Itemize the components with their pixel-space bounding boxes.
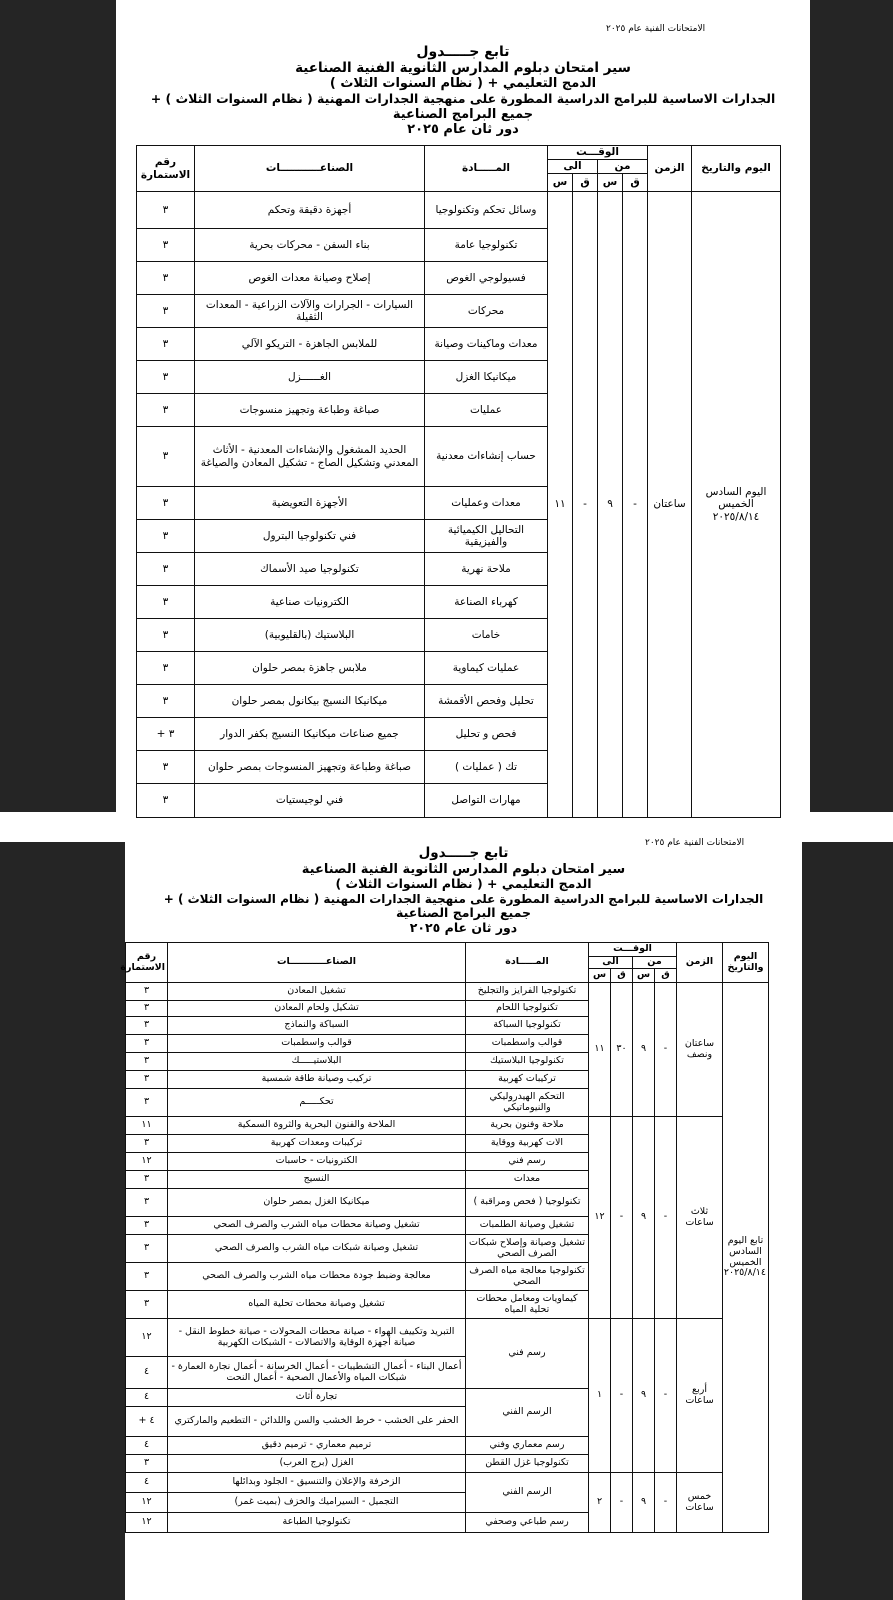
programs-cell: أجهزة دقيقة وتحكم xyxy=(195,192,425,229)
right-gutter-bottom xyxy=(802,842,893,1600)
subject-cell: تكنولوجيا البلاستيك xyxy=(466,1053,589,1071)
duration-cell: ساعتان ونصف xyxy=(677,983,723,1117)
programs-cell: النسيج xyxy=(168,1171,466,1189)
subject-cell: تحليل وفحص الأقمشة xyxy=(425,685,548,718)
form-cell: ١٢ xyxy=(126,1153,168,1171)
page-2 xyxy=(120,838,802,1600)
col-form: رقم الاستمارة xyxy=(137,146,195,192)
programs-cell: تركيب وصيانة طاقة شمسية xyxy=(168,1071,466,1089)
left-gutter-top xyxy=(0,0,116,812)
duration-cell: أربع ساعات xyxy=(677,1319,723,1473)
right-gutter-top xyxy=(810,0,893,812)
form-cell: ٣ xyxy=(126,1291,168,1319)
col-to-s: س xyxy=(548,174,573,192)
programs-cell: الكترونيات - حاسبات xyxy=(168,1153,466,1171)
form-cell: ٤ xyxy=(126,1437,168,1455)
form-cell: ٣ xyxy=(126,1135,168,1153)
form-cell: ٣ xyxy=(126,1035,168,1053)
from-s-cell: ٩ xyxy=(633,1319,655,1473)
subject-cell: الرسم الفني xyxy=(466,1473,589,1513)
subject-cell: رسم معماري وفني xyxy=(466,1437,589,1455)
programs-cell: البلاستيك (بالقليوبية) xyxy=(195,619,425,652)
from-s-cell: ٩ xyxy=(633,983,655,1117)
programs-cell: صباغة وطباعة وتجهيز المنسوجات بمصر حلوان xyxy=(195,751,425,784)
programs-cell: التجميل - السيراميك والخزف (بميت غمر) xyxy=(168,1493,466,1513)
subject-cell: ميكانيكا الغزل xyxy=(425,361,548,394)
programs-cell: صباغة وطباعة وتجهيز منسوجات xyxy=(195,394,425,427)
day-cell: اليوم السادس الخميس ٢٠٢٥/٨/١٤ xyxy=(692,192,781,818)
programs-cell: تكنولوجيا صيد الأسماك xyxy=(195,553,425,586)
subject-cell: الرسم الفني xyxy=(466,1389,589,1437)
programs-cell: الغــــــزل xyxy=(195,361,425,394)
programs-cell: تحكـــــم xyxy=(168,1089,466,1117)
programs-cell: تشغيل وصيانة محطات تحلية المياه xyxy=(168,1291,466,1319)
header-line-1: تابع جـــــدول xyxy=(416,44,510,60)
subject-cell: معدات وماكينات وصيانة xyxy=(425,328,548,361)
left-gutter-bottom xyxy=(0,842,125,1600)
subject-cell: معدات xyxy=(466,1171,589,1189)
subject-cell: رسم فني xyxy=(466,1319,589,1389)
subject-cell: فحص و تحليل xyxy=(425,718,548,751)
form-cell: ٣ xyxy=(137,784,195,818)
from-s-cell: ٩ xyxy=(633,1473,655,1533)
form-cell: ٣ xyxy=(137,685,195,718)
col-time: الوقـــت xyxy=(548,146,648,160)
col-subject: المـــــادة xyxy=(425,146,548,192)
header2-line-6: دور ثان عام ٢٠٢٥ xyxy=(409,919,518,935)
subject-cell: كيماويات ومعامل محطات تحلية المياه xyxy=(466,1291,589,1319)
page-1 xyxy=(116,0,810,812)
form-cell: ٣ xyxy=(126,1053,168,1071)
corner-text: الامتحانات الفنية عام ٢٠٢٥ xyxy=(606,24,706,34)
form-cell: ٣ xyxy=(137,520,195,553)
programs-cell: البلاستيـــــك xyxy=(168,1053,466,1071)
header-line-5: جميع البرامج الصناعية xyxy=(392,106,534,122)
programs-cell: تشغيل وصيانة شبكات مياه الشرب والصرف الصحي xyxy=(168,1235,466,1263)
programs-cell: ميكانيكا الغزل بمصر حلوان xyxy=(168,1189,466,1217)
programs-cell: بناء السفن - محركات بحرية xyxy=(195,229,425,262)
subject-cell: معدات وعمليات xyxy=(425,487,548,520)
subject-cell: تشغيل وصيانة وإصلاح شبكات الصرف الصحي xyxy=(466,1235,589,1263)
from-q-cell: - xyxy=(655,1319,677,1473)
form-cell: ٣ xyxy=(137,751,195,784)
page-1-header xyxy=(116,44,810,137)
subject-cell: محركات xyxy=(425,295,548,328)
duration-cell: ثلاث ساعات xyxy=(677,1117,723,1319)
header-line-6: دور ثان عام ٢٠٢٥ xyxy=(407,121,519,137)
form-cell: ٣ xyxy=(126,1089,168,1117)
subject-cell: ملاحة نهرية xyxy=(425,553,548,586)
programs-cell: ميكانيكا النسيج بيكانول بمصر حلوان xyxy=(195,685,425,718)
programs-cell: جميع صناعات ميكانيكا النسيج بكفر الدوار xyxy=(195,718,425,751)
programs-cell: الزخرفة والإعلان والتنسيق - الجلود وبدائلها xyxy=(168,1473,466,1493)
form-cell: ٣ xyxy=(137,361,195,394)
col2-from: من xyxy=(633,957,677,969)
form-cell: ٣ xyxy=(137,262,195,295)
form-cell: ١٢ xyxy=(126,1319,168,1357)
form-cell: ٣ xyxy=(126,1017,168,1035)
form-cell: ٣ xyxy=(137,652,195,685)
subject-cell: حساب إنشاءات معدنية xyxy=(425,427,548,487)
programs-cell: تشكيل ولحام المعادن xyxy=(168,1001,466,1017)
programs-cell: الكترونيات صناعية xyxy=(195,586,425,619)
programs-cell: الحديد المشغول والإنشاءات المعدنية - الأثاث المعدني وتشكيل الصاج - تشكيل المعادن والصياغة xyxy=(195,427,425,487)
schedule-table-1 xyxy=(136,145,781,818)
programs-cell: الحفر على الخشب - خرط الخشب والسن واللدائن - التطعيم والماركتري xyxy=(168,1407,466,1437)
programs-cell: الأجهزة التعويضية xyxy=(195,487,425,520)
programs-cell: تكنولوجيا الطباعة xyxy=(168,1513,466,1533)
to-q-cell: ٣٠ xyxy=(611,983,633,1117)
subject-cell: عمليات كيماوية xyxy=(425,652,548,685)
programs-cell: الغزل (برج العرب) xyxy=(168,1455,466,1473)
from-s-cell: ٩ xyxy=(633,1117,655,1319)
subject-cell: عمليات xyxy=(425,394,548,427)
programs-cell: أعمال البناء - أعمال التشطيبات - أعمال الخرسانة - أعمال نجارة العمارة - شبكات المياه والأعمال الصحية - أعمال النحت xyxy=(168,1357,466,1389)
col2-to-q: ق xyxy=(611,969,633,983)
subject-cell: تكنولوجيا اللحام xyxy=(466,1001,589,1017)
form-cell: ٣ xyxy=(126,1071,168,1089)
programs-cell: السباكة والنماذج xyxy=(168,1017,466,1035)
form-cell: ٣ xyxy=(126,1171,168,1189)
form-cell: ٣ xyxy=(126,1001,168,1017)
table-row xyxy=(126,1319,769,1357)
col-to-q: ق xyxy=(573,174,598,192)
form-cell: ٤ xyxy=(126,1357,168,1389)
from-q-cell: - xyxy=(655,1117,677,1319)
subject-cell: تكنولوجيا معالجة مياه الصرف الصحي xyxy=(466,1263,589,1291)
form-cell: ٣ xyxy=(137,586,195,619)
col-from: من xyxy=(598,160,648,174)
programs-cell: ملابس جاهزة بمصر حلوان xyxy=(195,652,425,685)
form-cell: ٤ xyxy=(126,1389,168,1407)
form-cell: ٣ xyxy=(137,487,195,520)
subject-cell: التحكم الهيدروليكي والنيوماتيكي xyxy=(466,1089,589,1117)
form-cell: ١١ xyxy=(126,1117,168,1135)
to-s-cell: ١ xyxy=(589,1319,611,1473)
table-row xyxy=(137,192,781,229)
form-cell: ٣ xyxy=(137,619,195,652)
programs-cell: التبريد وتكييف الهواء - صيانة محطات المحولات - صيانة خطوط النقل - صيانة أجهزة الوقاية والاتصالات - الشبكات الكهربية xyxy=(168,1319,466,1357)
col-to: الى xyxy=(548,160,598,174)
from-q-cell: - xyxy=(655,1473,677,1533)
subject-cell: فسيولوجي الغوص xyxy=(425,262,548,295)
subject-cell: كهرباء الصناعة xyxy=(425,586,548,619)
header-line-2: سير امتحان دبلوم المدارس الثانوية الفنية الصناعية xyxy=(295,59,631,76)
form-cell: ٣ xyxy=(137,427,195,487)
schedule-table-2 xyxy=(120,942,769,1533)
duration-cell: ساعتان xyxy=(648,192,692,818)
to-q-cell: - xyxy=(611,1117,633,1319)
col2-to-s: س xyxy=(589,969,611,983)
to-q-cell: - xyxy=(611,1473,633,1533)
programs-cell: الملاحة والفنون البحرية والثروة السمكية xyxy=(168,1117,466,1135)
form-cell: ٣ xyxy=(126,1189,168,1217)
corner-text-2: الامتحانات الفنية عام ٢٠٢٥ xyxy=(645,838,745,848)
programs-cell: السيارات - الجرارات والآلات الزراعية - المعدات الثقيلة xyxy=(195,295,425,328)
header-line-4: + الجدارات الاساسية للبرامج الدراسية المطورة على منهجية الجدارات المهنية ( نظام السنوات الثلاث ) xyxy=(150,90,776,106)
table-row xyxy=(126,1473,769,1493)
programs-cell: فني لوجيستيات xyxy=(195,784,425,818)
form-cell: ٣ + xyxy=(137,718,195,751)
to-s-cell: ١٢ xyxy=(589,1117,611,1319)
header2-line-3: ( نظام السنوات الثلاث ) + الدمج التعليمي xyxy=(335,876,592,892)
subject-cell: تركيبات كهربية xyxy=(466,1071,589,1089)
form-cell: ٤ + xyxy=(126,1407,168,1437)
subject-cell: وسائل تحكم وتكنولوجيا xyxy=(425,192,548,229)
programs-cell: للملابس الجاهزة - التريكو الآلي xyxy=(195,328,425,361)
form-cell: ٣ xyxy=(126,1455,168,1473)
col-duration: الزمن xyxy=(648,146,692,192)
subject-cell: تكنولوجيا غزل القطن xyxy=(466,1455,589,1473)
page-2-header xyxy=(125,846,802,936)
header2-line-1: تابع جـــــدول xyxy=(418,845,509,861)
col2-from-q: ق xyxy=(655,969,677,983)
col2-form: رقم الاستمارة xyxy=(126,943,168,983)
from-q-cell: - xyxy=(623,192,648,818)
programs-cell: تركيبات ومعدات كهربية xyxy=(168,1135,466,1153)
subject-cell: تكنولوجيا الفرايز والتجليخ xyxy=(466,983,589,1001)
subject-cell: الات كهربية ووقاية xyxy=(466,1135,589,1153)
form-cell: ٤ xyxy=(126,1473,168,1493)
subject-cell: تشغيل وصيانة الطلمبات xyxy=(466,1217,589,1235)
form-cell: ٣ xyxy=(126,1263,168,1291)
programs-cell: تشغيل وصيانة محطات مياه الشرب والصرف الصحي xyxy=(168,1217,466,1235)
col2-duration: الزمن xyxy=(677,943,723,983)
subject-cell: تكنولوجيا السباكة xyxy=(466,1017,589,1035)
subject-cell: رسم طباعي وصحفي xyxy=(466,1513,589,1533)
subject-cell: التحاليل الكيميائية والفيزيقية xyxy=(425,520,548,553)
programs-cell: تجارة أثاث xyxy=(168,1389,466,1407)
header2-line-5: جميع البرامج الصناعية xyxy=(396,905,531,921)
col2-time: الوقـــت xyxy=(589,943,677,957)
form-cell: ٣ xyxy=(126,983,168,1001)
col2-day: اليوم والتاريخ xyxy=(723,943,769,983)
from-q-cell: - xyxy=(655,983,677,1117)
form-cell: ٣ xyxy=(137,192,195,229)
day-cell: تابع اليوم السادس الخميس ٢٠٢٥/٨/١٤ xyxy=(723,983,769,1533)
to-s-cell: ٢ xyxy=(589,1473,611,1533)
subject-cell: رسم فني xyxy=(466,1153,589,1171)
programs-cell: معالجة وضبط جودة محطات مياه الشرب والصرف الصحي xyxy=(168,1263,466,1291)
col2-to: الى xyxy=(589,957,633,969)
col-from-q: ق xyxy=(623,174,648,192)
header2-line-4: + الجدارات الاساسية للبرامج الدراسية المطورة على منهجية الجدارات المهنية ( نظام السنوات الثلاث ) xyxy=(163,892,764,906)
to-s-cell: ١١ xyxy=(548,192,573,818)
subject-cell: تكنولوجيا ( فحص ومراقبة ) xyxy=(466,1189,589,1217)
col-programs: الصناعـــــــــــات xyxy=(195,146,425,192)
programs-cell: فني تكنولوجيا البترول xyxy=(195,520,425,553)
programs-cell: إصلاح وصيانة معدات الغوص xyxy=(195,262,425,295)
from-s-cell: ٩ xyxy=(598,192,623,818)
subject-cell: قوالب واسطمبات xyxy=(466,1035,589,1053)
to-s-cell: ١١ xyxy=(589,983,611,1117)
header-line-3: ( نظام السنوات الثلاث ) + الدمج التعليمي xyxy=(329,76,597,92)
form-cell: ٣ xyxy=(126,1235,168,1263)
form-cell: ٣ xyxy=(137,229,195,262)
duration-cell: خمس ساعات xyxy=(677,1473,723,1533)
subject-cell: تك ( عمليات ) xyxy=(425,751,548,784)
to-q-cell: - xyxy=(611,1319,633,1473)
table-row xyxy=(126,983,769,1001)
form-cell: ١٢ xyxy=(126,1513,168,1533)
form-cell: ٣ xyxy=(137,328,195,361)
to-q-cell: - xyxy=(573,192,598,818)
subject-cell: تكنولوجيا عامة xyxy=(425,229,548,262)
col2-subject: المـــــادة xyxy=(466,943,589,983)
form-cell: ٣ xyxy=(137,394,195,427)
subject-cell: ملاحة وفنون بحرية xyxy=(466,1117,589,1135)
form-cell: ٣ xyxy=(137,295,195,328)
col2-from-s: س xyxy=(633,969,655,983)
programs-cell: تشغيل المعادن xyxy=(168,983,466,1001)
form-cell: ٣ xyxy=(126,1217,168,1235)
programs-cell: ترميم معماري - ترميم دقيق xyxy=(168,1437,466,1455)
col-from-s: س xyxy=(598,174,623,192)
header2-line-2: سير امتحان دبلوم المدارس الثانوية الفنية الصناعية xyxy=(301,861,626,877)
form-cell: ١٢ xyxy=(126,1493,168,1513)
programs-cell: قوالب واسطمبات xyxy=(168,1035,466,1053)
col-day: اليوم والتاريخ xyxy=(692,146,781,192)
form-cell: ٣ xyxy=(137,553,195,586)
table-row xyxy=(126,1117,769,1135)
subject-cell: خامات xyxy=(425,619,548,652)
col2-programs: الصناعـــــــــــات xyxy=(168,943,466,983)
subject-cell: مهارات التواصل xyxy=(425,784,548,818)
